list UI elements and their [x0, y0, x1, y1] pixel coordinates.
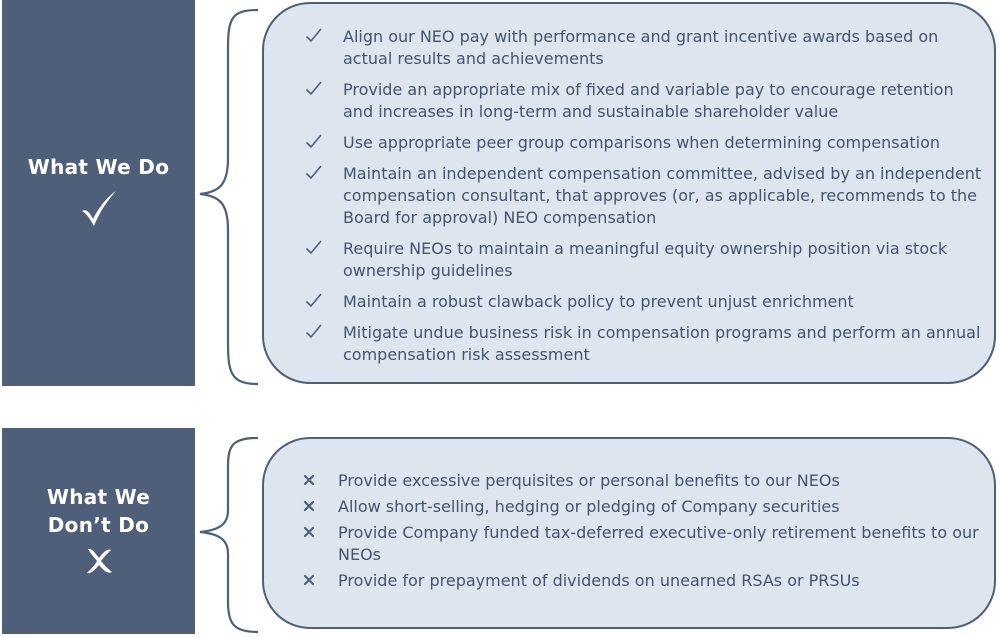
x-mark-icon: [84, 547, 114, 579]
list-item: Maintain an independent compensation committee, advised by an independent compensation consultant, that approves (or, as applicable, recommends to the Board for approval) NEO compensation: [305, 163, 985, 229]
list-item: Require NEOs to maintain a meaningful equity ownership position via stock ownership guidelines: [305, 238, 985, 282]
list-item: Provide for prepayment of dividends on unearned RSAs or PRSUs: [300, 570, 990, 592]
list-item: Provide excessive perquisites or personal benefits to our NEOs: [300, 470, 990, 492]
brace-do: [194, 8, 264, 388]
what-we-do-box: [262, 2, 996, 384]
checkmark-icon: [79, 189, 119, 233]
list-item: Maintain a robust clawback policy to prevent unjust enrichment: [305, 291, 985, 313]
list-item: Use appropriate peer group comparisons when determining compensation: [305, 132, 985, 154]
checkmark-icon: [305, 27, 323, 45]
brace-dont: [194, 436, 264, 634]
x-mark-icon: [300, 571, 318, 589]
list-item: Allow short-selling, hedging or pledging of Company securities: [300, 496, 990, 518]
checkmark-icon: [305, 164, 323, 182]
checkmark-icon: [305, 292, 323, 310]
what-we-dont-do-title: What We Don’t Do: [46, 485, 151, 537]
list-item: Provide an appropriate mix of fixed and variable pay to encourage retention and increases in long-term and sustainable shareholder value: [305, 79, 985, 123]
x-mark-icon: [300, 523, 318, 541]
checkmark-icon: [305, 323, 323, 341]
checkmark-icon: [305, 133, 323, 151]
what-we-do-panel: [2, 0, 195, 386]
checkmark-icon: [305, 239, 323, 257]
what-we-do-list: [305, 26, 985, 375]
checkmark-icon: [305, 80, 323, 98]
x-mark-icon: [300, 471, 318, 489]
list-item: Provide Company funded tax-deferred executive-only retirement benefits to our NEOs: [300, 522, 990, 566]
what-we-dont-do-panel: [2, 428, 195, 634]
list-item: Mitigate undue business risk in compensation programs and perform an annual compensation risk assessment: [305, 322, 985, 366]
what-we-dont-do-list: [300, 470, 990, 596]
list-item: Align our NEO pay with performance and grant incentive awards based on actual results and achievements: [305, 26, 985, 70]
x-mark-icon: [300, 497, 318, 515]
what-we-dont-do-box: [262, 437, 996, 629]
what-we-do-title: What We Do: [27, 155, 170, 179]
